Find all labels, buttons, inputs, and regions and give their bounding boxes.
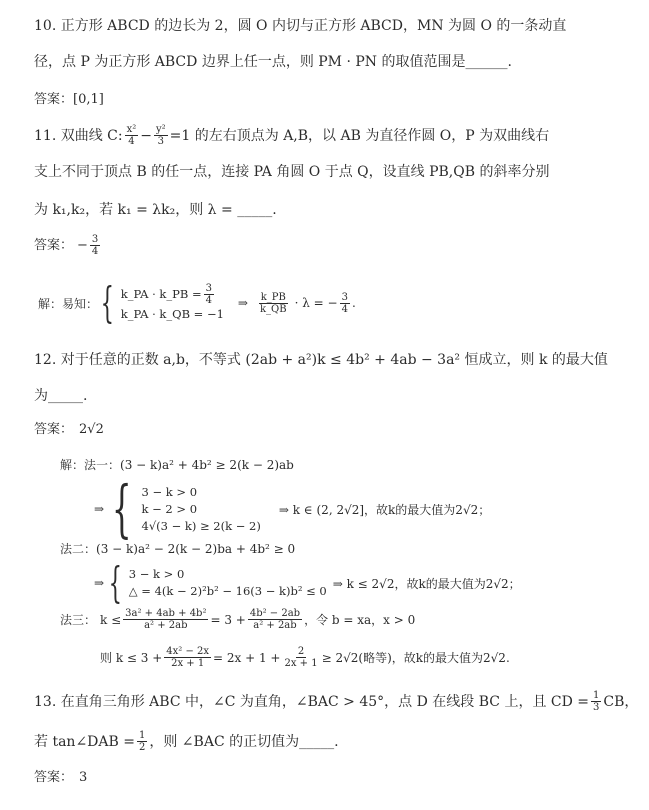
q12-method-1-head xyxy=(60,456,294,473)
q13-line-2: 若 tan∠DAB = $\frac{1}{2}$ ，则 ∠BAC 的正切值为_____. xyxy=(34,730,339,753)
q12-answer xyxy=(34,420,104,440)
system-row-2: k_PA · k_QB = −1 xyxy=(120,307,224,321)
fraction: $\frac{1}{3}$ xyxy=(593,690,600,713)
implies-arrow: ⇒ xyxy=(94,502,105,516)
system-row-1: 3 − k > 0 xyxy=(128,567,185,581)
q10-answer xyxy=(34,90,104,110)
method-label: 法二： xyxy=(60,542,97,556)
implies-arrow: ⇒ xyxy=(94,576,105,590)
equation-system xyxy=(121,283,224,323)
system-row-2: △ = 4(k − 2)²b² − 16(3 − k)b² ≤ 0 xyxy=(128,584,327,598)
answer-label: 答案： xyxy=(34,237,74,253)
q12-method-1-system xyxy=(94,472,491,545)
method-result: ⇒ k ≤ 2√2，故k的最大值为2√2； xyxy=(332,576,521,591)
q13-answer xyxy=(34,768,87,788)
fraction: $\frac{\text{3a² + 4ab + 4b²}}{\text{a² + 2ab}}$ xyxy=(125,608,207,631)
q11-answer xyxy=(34,234,102,257)
answer-sign: − xyxy=(77,237,88,253)
q11-frac-y: $\frac{\text{y²}}{3}$ xyxy=(155,124,166,147)
minus-sign: − xyxy=(140,127,152,144)
left-brace: { xyxy=(111,472,132,545)
system-row-3: 4√(3 − k) ≥ 2(k − 2) xyxy=(141,518,261,533)
fraction: $\frac{\text{4x² − 2x}}{2x + 1}$ xyxy=(166,646,210,669)
q10-line-1: 10. 正方形 ABCD 的边长为 2，圆 O 内切与正方形 ABCD，MN 为圆 O 的一条动直 xyxy=(34,18,567,34)
answer-label: 答案： xyxy=(34,92,74,107)
method-label: 解：法一： xyxy=(60,458,121,472)
q10-line-2: 径，点 P 为正方形 ABCD 边界上任一点，则 PM · PN 的取值范围是______. xyxy=(34,54,512,70)
result-frac: $\frac{3}{4}$ xyxy=(341,291,348,315)
q11-text: 11. 双曲线 C: xyxy=(34,127,123,144)
slope-ratio: $\frac{k\_PB}{k\_QB}$ xyxy=(259,291,287,315)
answer-value: 3 xyxy=(79,770,88,785)
fraction: $\frac{2}{2x + 1}$ xyxy=(284,646,318,669)
q11-line-1 xyxy=(34,124,549,147)
answer-value: 2√2 xyxy=(79,422,104,437)
equation-system xyxy=(129,566,327,600)
method-equation: (3 − k)a² − 2(k − 2)ba + 4b² ≥ 0 xyxy=(96,541,296,556)
q11-text-post: =1 的左右顶点为 A,B，以 AB 为直径作圆 O，P 为双曲线右 xyxy=(169,127,550,144)
q12-line-2: 为_____. xyxy=(34,388,88,404)
implies-arrow: ⇒ xyxy=(237,296,248,310)
q12-method-2-system xyxy=(94,558,521,607)
equation-system xyxy=(142,484,261,535)
answer-label: 答案： xyxy=(34,422,74,437)
q12-method-2-head xyxy=(60,540,295,557)
method-label: 法三： xyxy=(60,613,97,627)
answer-label: 答案： xyxy=(34,770,74,785)
solution-label: 解：易知： xyxy=(38,296,99,311)
fraction: $\frac{1}{2}$ xyxy=(138,730,146,753)
result-text: · λ = − xyxy=(294,296,338,310)
q12-method-3-cont: 则 k ≤ 3 + $\frac{\text{4x² − 2x}}{2x + 1}$ = 2x + 1 + $\frac{2}{2x + 1}$ ≥ 2√2(略等)，故k的最大值为2√2. xyxy=(100,646,510,669)
q12-line-1: 12. 对于任意的正数 a,b，不等式 (2ab + a²)k ≤ 4b² + 4ab − 3a² 恒成立，则 k 的最大值 xyxy=(34,352,608,368)
q11-line-3: 为 k₁,k₂，若 k₁ = λk₂，则 λ = _____. xyxy=(34,202,277,218)
q11-line-2: 支上不同于顶点 B 的任一点，连接 PA 角圆 O 于点 Q，设直线 PB,QB 的斜率分别 xyxy=(34,164,550,180)
q11-solution: 解：易知： { k_PA · k_PB = $\frac{3}{4}$ k_PA · k_QB = −1 ⇒ $\frac{k\_PB}{k\_QB}$ · λ = − $\frac{3}{4}$ . xyxy=(38,278,356,327)
answer-value: [0,1] xyxy=(73,92,104,107)
method-result: ⇒ k ∈ (2, 2√2]，故k的最大值为2√2； xyxy=(278,502,491,517)
q12-method-3: 法三： k ≤ $\frac{\text{3a² + 4ab + 4b²}}{\text{a² + 2ab}}$ = 3 + $\frac{\text{4b² − 2ab}}{\text{a² + 2ab}}$ ，令 b = xa，x > 0 xyxy=(60,608,416,631)
left-brace: { xyxy=(100,278,115,327)
q13-line-1: 13. 在直角三角形 ABC 中，∠C 为直角，∠BAC > 45°，点 D 在线段 BC 上，且 CD = $\frac{1}{3}$ CB， xyxy=(34,690,639,713)
answer-frac: $\frac{3}{4}$ xyxy=(91,234,99,257)
fraction: $\frac{\text{4b² − 2ab}}{\text{a² + 2ab}}$ xyxy=(249,608,301,631)
q11-frac-x: $\frac{\text{x²}}{4}$ xyxy=(126,124,137,147)
system-row-1: k_PA · k_PB = $\frac{3}{4}$ xyxy=(120,283,212,306)
method-equation: (3 − k)a² + 4b² ≥ 2(k − 2)ab xyxy=(120,457,294,472)
system-row-1: 3 − k > 0 xyxy=(141,484,198,499)
left-brace: { xyxy=(108,558,123,607)
system-row-2: k − 2 > 0 xyxy=(141,501,198,516)
